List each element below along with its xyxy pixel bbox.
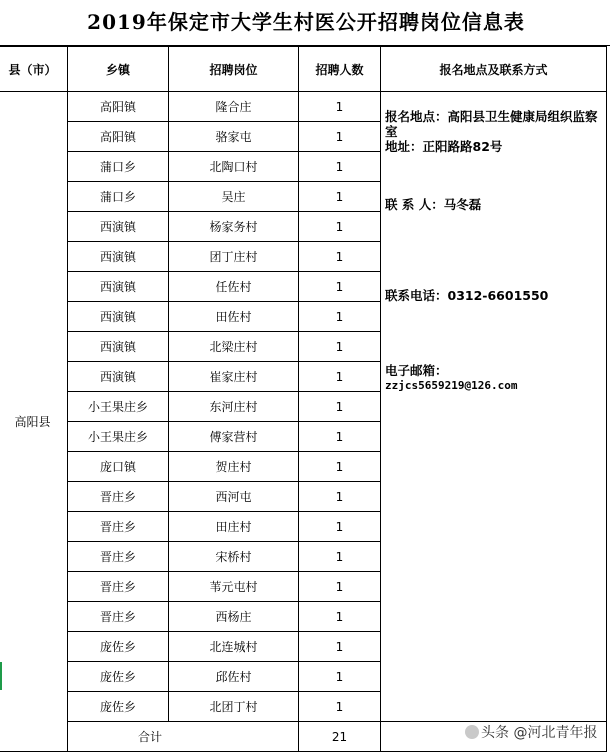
contact-address: 地址：正阳路路82号 [385,139,503,154]
count-cell: 1 [299,152,381,182]
township-cell: 高阳镇 [68,92,169,122]
count-cell: 1 [299,272,381,302]
contact-phone: 联系电话：0312-6601550 [385,288,549,303]
count-cell: 1 [299,602,381,632]
count-cell: 1 [299,242,381,272]
position-cell: 西杨庄 [169,602,299,632]
township-cell: 晋庄乡 [68,572,169,602]
count-cell: 1 [299,572,381,602]
county-cell: 高阳县 [0,92,68,752]
total-value: 21 [299,722,381,752]
township-cell: 晋庄乡 [68,602,169,632]
position-cell: 团丁庄村 [169,242,299,272]
count-cell: 1 [299,542,381,572]
position-cell: 宋桥村 [169,542,299,572]
contact-place: 报名地点：高阳县卫生健康局组织监察室 [385,109,598,139]
count-cell: 1 [299,302,381,332]
header-county: 县（市） [0,47,68,92]
header-contact: 报名地点及联系方式 [381,47,607,92]
position-cell: 骆家屯 [169,122,299,152]
position-cell: 傅家营村 [169,422,299,452]
contact-person: 联 系 人：马冬磊 [385,197,482,212]
township-cell: 西演镇 [68,242,169,272]
count-cell: 1 [299,512,381,542]
township-cell: 小王果庄乡 [68,392,169,422]
header-township: 乡镇 [68,47,169,92]
header-count: 招聘人数 [299,47,381,92]
row-marker [0,662,2,690]
position-cell: 任佐村 [169,272,299,302]
township-cell: 晋庄乡 [68,542,169,572]
position-cell: 邱佐村 [169,662,299,692]
contact-email-label: 电子邮箱： [385,363,448,378]
camera-icon [465,725,479,739]
township-cell: 西演镇 [68,212,169,242]
count-cell: 1 [299,632,381,662]
count-cell: 1 [299,392,381,422]
position-cell: 北梁庄村 [169,332,299,362]
township-cell: 西演镇 [68,272,169,302]
position-cell: 隆合庄 [169,92,299,122]
header-row [0,47,607,92]
township-cell: 高阳镇 [68,122,169,152]
watermark-text: 头条 @河北青年报 [481,725,598,741]
township-cell: 蒲口乡 [68,182,169,212]
count-cell: 1 [299,92,381,122]
position-cell: 北陶口村 [169,152,299,182]
count-cell: 1 [299,422,381,452]
count-cell: 1 [299,362,381,392]
township-cell: 西演镇 [68,332,169,362]
contact-email: zzjcs5659219@126.com [385,379,518,392]
count-cell: 1 [299,332,381,362]
table-title: 2019年保定市大学生村医公开招聘岗位信息表 [87,10,525,34]
count-cell: 1 [299,482,381,512]
position-cell: 贺庄村 [169,452,299,482]
header-position: 招聘岗位 [169,47,299,92]
township-cell: 西演镇 [68,302,169,332]
township-cell: 庞口镇 [68,452,169,482]
township-cell: 晋庄乡 [68,482,169,512]
position-cell: 田庄村 [169,512,299,542]
position-cell: 东河庄村 [169,392,299,422]
count-cell: 1 [299,662,381,692]
township-cell: 庞佐乡 [68,632,169,662]
position-cell: 北连城村 [169,632,299,662]
count-cell: 1 [299,182,381,212]
count-cell: 1 [299,122,381,152]
total-label: 合计 [68,722,299,752]
township-cell: 庞佐乡 [68,692,169,722]
position-cell: 崔家庄村 [169,362,299,392]
recruitment-table [0,46,607,752]
position-cell: 西河屯 [169,482,299,512]
count-cell: 1 [299,452,381,482]
position-cell: 田佐村 [169,302,299,332]
count-cell: 1 [299,212,381,242]
position-cell: 吴庄 [169,182,299,212]
township-cell: 蒲口乡 [68,152,169,182]
watermark [465,722,597,742]
table-row [0,92,607,122]
township-cell: 西演镇 [68,362,169,392]
contact-cell [381,92,607,722]
position-cell: 杨家务村 [169,212,299,242]
township-cell: 晋庄乡 [68,512,169,542]
position-cell: 苇元屯村 [169,572,299,602]
township-cell: 庞佐乡 [68,662,169,692]
count-cell: 1 [299,692,381,722]
township-cell: 小王果庄乡 [68,422,169,452]
position-cell: 北团丁村 [169,692,299,722]
